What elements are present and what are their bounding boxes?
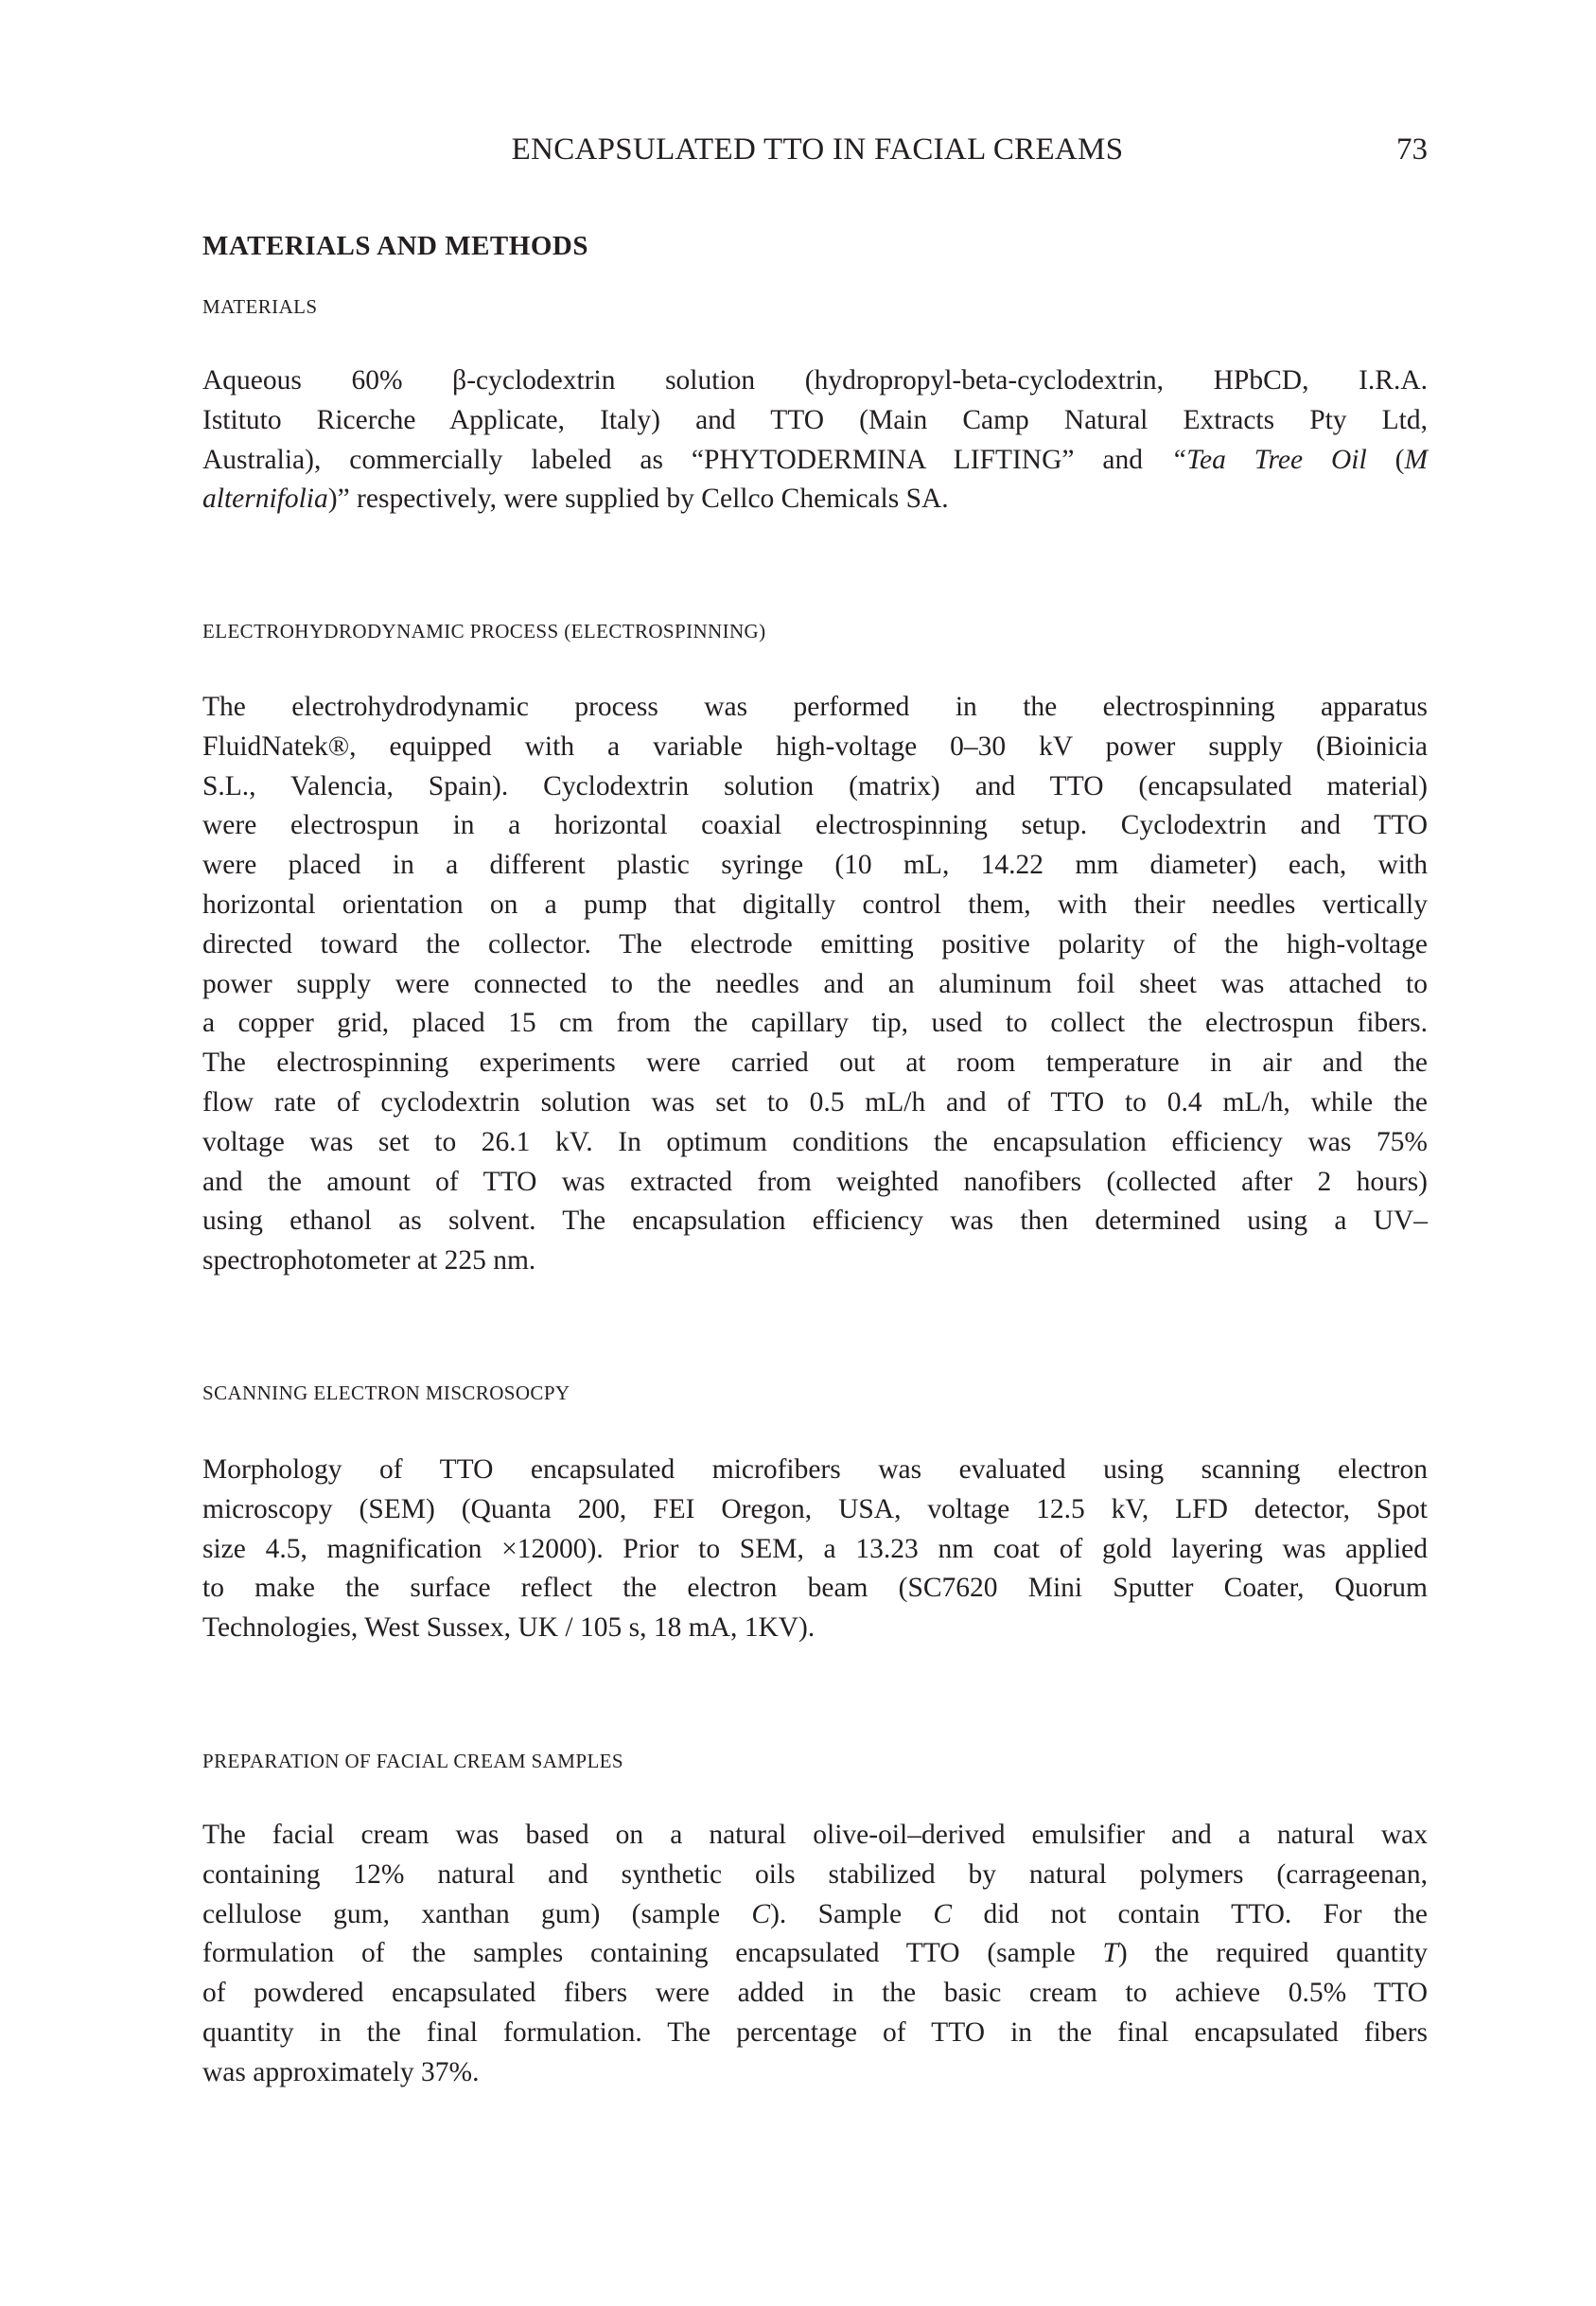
text-segment: cellulose gum, xanthan gum) (sample: [202, 1898, 752, 1929]
text-segment: voltage was set to 26.1 kV. In optimum conditions the encapsulation efficiency was 75%: [202, 1126, 1428, 1157]
text-line: [202, 1202, 1428, 1241]
text-line: [202, 767, 1428, 807]
text-line: [202, 886, 1428, 925]
text-segment: directed toward the collector. The electrode emitting positive polarity of the high-voltage: [202, 928, 1428, 959]
text-segment: FluidNatek®, equipped with a variable high-voltage 0–30 kV power supply (Bioinicia: [202, 731, 1428, 762]
text-line: [202, 1044, 1428, 1083]
text-segment: of powdered encapsulated fibers were added in the basic cream to achieve 0.5% TTO: [202, 1978, 1428, 2009]
text-line: [202, 1856, 1428, 1895]
text-segment: The electrospinning experiments were carried out at room temperature in air and the: [202, 1047, 1428, 1079]
text-segment: and the amount of TTO was extracted from weighted nanofibers (collected after 2 hours): [202, 1166, 1428, 1197]
text-line: [202, 1569, 1428, 1609]
subsection-heading-electrospinning: ELECTROHYDRODYNAMIC PROCESS (ELECTROSPINNING): [202, 620, 766, 643]
text-line: [202, 2014, 1428, 2053]
text-segment: formulation of the samples containing encapsulated TTO (sample: [202, 1938, 1103, 1969]
paragraph-sem: [202, 1451, 1428, 1648]
subsection-heading-cream-samples: PREPARATION OF FACIAL CREAM SAMPLES: [202, 1750, 623, 1772]
text-segment: Istituto Ricerche Applicate, Italy) and TTO (Main Camp Natural Extracts Pty Ltd,: [202, 404, 1428, 435]
text-line: [202, 1163, 1428, 1203]
paragraph-cream-samples: [202, 1816, 1428, 2093]
text-line: [202, 1451, 1428, 1490]
italic-text: C: [933, 1898, 953, 1929]
text-segment: The electrohydrodynamic process was performed in the electrospinning apparatus: [202, 692, 1428, 722]
text-line: [202, 1974, 1428, 2014]
text-line: [202, 1004, 1428, 1044]
text-line: [202, 401, 1428, 441]
italic-text: alternifolia: [202, 484, 328, 515]
text-segment: ). Sample: [770, 1898, 934, 1929]
text-segment: The facial cream was based on a natural olive-oil–derived emulsifier and a natural wax: [202, 1820, 1428, 1850]
italic-text: “Tea Tree Oil: [1170, 444, 1367, 475]
text-segment: size 4.5, magnification ×12000). Prior to SEM, a 13.23 nm coat of gold layering was applied: [202, 1533, 1428, 1564]
text-segment: (: [1366, 444, 1405, 475]
text-line: [202, 361, 1428, 401]
text-line: [202, 2053, 1428, 2093]
text-segment: Technologies, West Sussex, UK / 105 s, 18 mA, 1KV).: [202, 1612, 816, 1644]
text-line: [202, 1895, 1428, 1935]
subsection-heading-sem: SCANNING ELECTRON MISCROSOCPY: [202, 1382, 570, 1404]
paragraph-electrospinning: [202, 688, 1428, 1281]
page-number: 73: [1396, 132, 1428, 167]
section-title: MATERIALS AND METHODS: [202, 231, 588, 261]
subsection-heading-materials: MATERIALS: [202, 295, 318, 318]
text-line: [202, 1241, 1428, 1281]
text-segment: power supply were connected to the needles and an aluminum foil sheet was attached to: [202, 968, 1428, 999]
text-segment: using ethanol as solvent. The encapsulation efficiency was then determined using a UV–: [202, 1206, 1428, 1237]
text-segment: )” respectively, were supplied by Cellco Chemicals SA.: [327, 484, 949, 515]
text-line: [202, 480, 1428, 519]
text-segment: S.L., Valencia, Spain). Cyclodextrin solution (matrix) and TTO (encapsulated material): [202, 770, 1428, 801]
text-segment: horizontal orientation on a pump that digitally control them, with their needles vertically: [202, 889, 1428, 920]
text-segment: to make the surface reflect the electron beam (SC7620 Mini Sputter Coater, Quorum: [202, 1573, 1428, 1604]
text-line: [202, 728, 1428, 767]
paragraph-materials: [202, 361, 1428, 519]
text-line: [202, 925, 1428, 965]
italic-text: T: [1102, 1938, 1118, 1969]
text-segment: was approximately 37%.: [202, 2056, 480, 2087]
text-line: [202, 1609, 1428, 1648]
text-line: [202, 1530, 1428, 1570]
text-line: [202, 1816, 1428, 1856]
text-segment: Morphology of TTO encapsulated microfibers was evaluated using scanning electron: [202, 1454, 1428, 1485]
text-segment: microscopy (SEM) (Quanta 200, FEI Oregon, USA, voltage 12.5 kV, LFD detector, Spot: [202, 1493, 1428, 1524]
text-segment: did not contain TTO. For the: [952, 1898, 1428, 1929]
text-line: [202, 1934, 1428, 1974]
text-line: [202, 441, 1428, 481]
text-segment: flow rate of cyclodextrin solution was set to 0.5 mL/h and of TTO to 0.4 mL/h, while the: [202, 1086, 1428, 1118]
text-line: [202, 1490, 1428, 1530]
text-segment: Aqueous 60% β-cyclodextrin solution (hydropropyl-beta-cyclodextrin, HPbCD, I.R.A.: [202, 365, 1428, 396]
italic-text: C: [751, 1898, 771, 1929]
text-line: [202, 806, 1428, 846]
text-segment: a copper grid, placed 15 cm from the capillary tip, used to collect the electrospun fibers.: [202, 1008, 1428, 1039]
text-line: [202, 965, 1428, 1005]
italic-text: M: [1404, 444, 1429, 475]
text-segment: containing 12% natural and synthetic oils stabilized by natural polymers (carrageenan,: [202, 1858, 1428, 1890]
text-segment: Australia), commercially labeled as “PHYTODERMINA LIFTING” and: [202, 444, 1171, 475]
text-line: [202, 846, 1428, 886]
text-segment: were electrospun in a horizontal coaxial electrospinning setup. Cyclodextrin and TTO: [202, 810, 1428, 841]
text-line: [202, 1083, 1428, 1123]
text-segment: ) the required quantity: [1117, 1938, 1428, 1969]
text-line: [202, 1123, 1428, 1163]
running-title: ENCAPSULATED TTO IN FACIAL CREAMS: [511, 132, 1124, 167]
text-segment: quantity in the final formulation. The percentage of TTO in the final encapsulated fibers: [202, 2016, 1428, 2048]
text-line: [202, 688, 1428, 728]
text-segment: spectrophotometer at 225 nm.: [202, 1245, 536, 1276]
text-segment: were placed in a different plastic syringe (10 mL, 14.22 mm diameter) each, with: [202, 850, 1428, 881]
